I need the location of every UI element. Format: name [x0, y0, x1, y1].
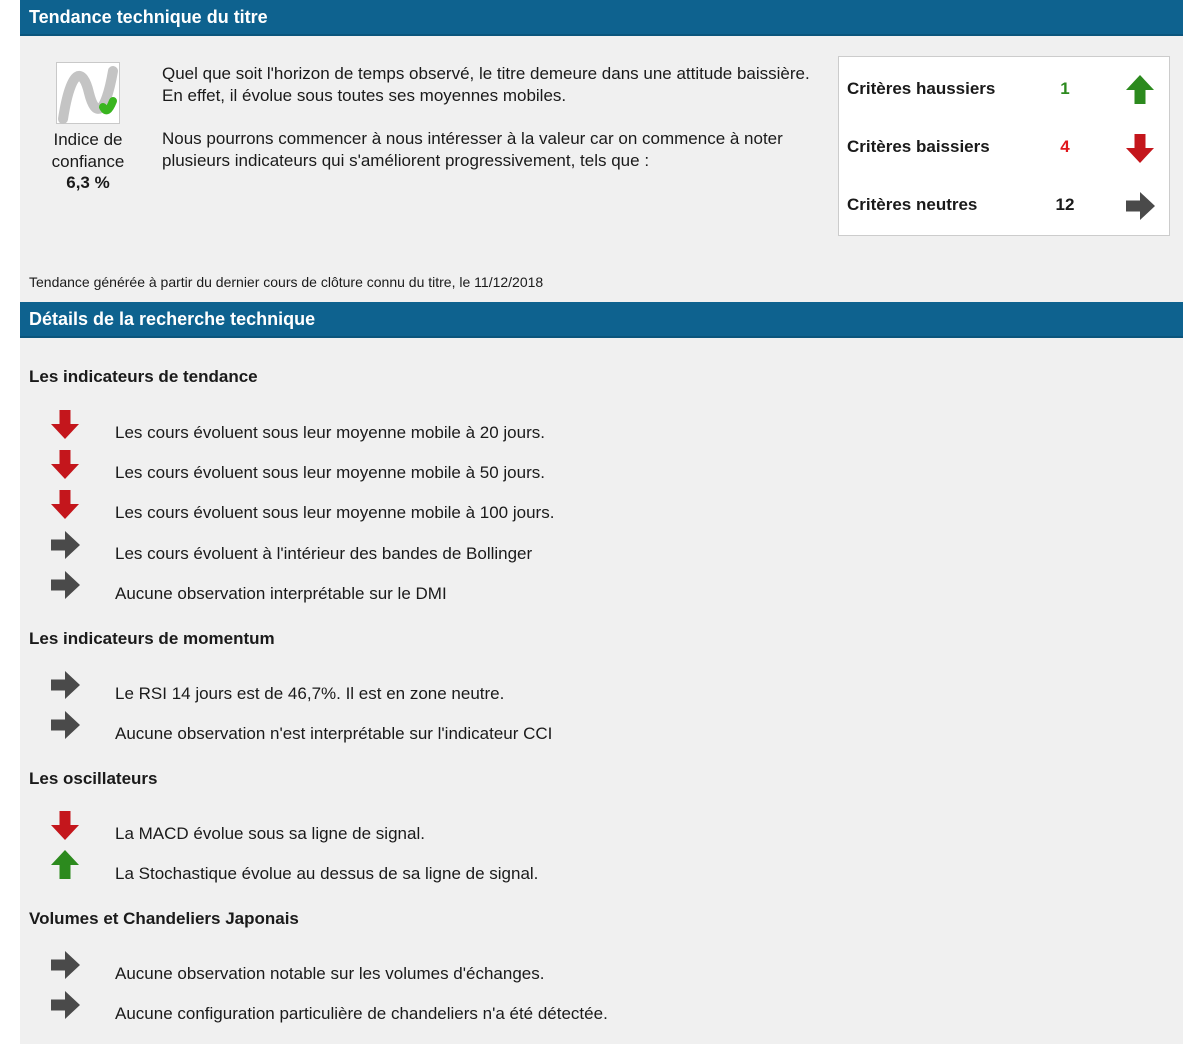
arrow-right-icon [1123, 189, 1157, 221]
indicator-text: Les cours évoluent à l'intérieur des bandes de Bollinger [115, 544, 533, 563]
indicator-row [20, 956, 1020, 996]
arrow-up-icon [1123, 73, 1157, 105]
arrow-down-icon [1123, 131, 1157, 163]
confidence-label: Indice de confiance [51, 130, 125, 171]
trend-section-title: Tendance technique du titre [29, 7, 268, 27]
group-title-momentum-indicators: Les indicateurs de momentum [29, 629, 275, 648]
trend-generation-note: Tendance générée à partir du dernier cours de clôture connu du titre, le 11/12/2018 [29, 274, 544, 290]
indicator-row [20, 676, 1020, 716]
criteria-label: Critères haussiers [847, 79, 996, 98]
arrow-down-icon [48, 808, 82, 842]
arrow-right-icon [48, 988, 82, 1022]
details-section-header [20, 302, 1183, 338]
criteria-label: Critères baissiers [847, 137, 990, 156]
criteria-count: 12 [1055, 195, 1075, 214]
arrow-down-icon [48, 487, 82, 521]
indicator-text: Les cours évoluent sous leur moyenne mobile à 100 jours. [115, 503, 555, 522]
arrow-right-icon [48, 668, 82, 702]
arrow-up-icon [48, 848, 82, 882]
trend-section-header [20, 0, 1183, 36]
criteria-row-bullish [839, 69, 1169, 109]
arrow-down-icon [48, 407, 82, 441]
criteria-row-bearish [839, 127, 1169, 167]
indicator-text: Les cours évoluent sous leur moyenne mobile à 50 jours. [115, 463, 545, 482]
indicator-text: La Stochastique évolue au dessus de sa ligne de signal. [115, 864, 539, 883]
summary-paragraph: Nous pourrons commencer à nous intéresser à la valeur car on commence à noter plusieurs indicateurs qui s'améliorent progressivement, tels que : [162, 129, 783, 170]
arrow-right-icon [48, 568, 82, 602]
indicator-row [20, 816, 1020, 856]
arrow-right-icon [48, 708, 82, 742]
criteria-row-neutral [839, 185, 1169, 225]
criteria-summary-box [838, 56, 1170, 236]
indicator-row [20, 536, 1020, 576]
indicator-row [20, 716, 1020, 756]
confidence-value: 6,3 % [66, 173, 110, 192]
criteria-count: 4 [1060, 137, 1070, 156]
technical-analysis-panel [20, 0, 1183, 1044]
indicator-text: Aucune configuration particulière de chandeliers n'a été détectée. [115, 1004, 608, 1023]
indicator-text: Les cours évoluent sous leur moyenne mobile à 20 jours. [115, 423, 545, 442]
indicator-row [20, 415, 1020, 455]
indicator-row [20, 856, 1020, 896]
criteria-count: 1 [1060, 79, 1070, 98]
arrow-right-icon [48, 528, 82, 562]
group-title-volumes-candlesticks: Volumes et Chandeliers Japonais [29, 909, 299, 928]
confidence-gauge-icon [56, 62, 120, 124]
criteria-label: Critères neutres [847, 195, 978, 214]
indicator-text: Aucune observation n'est interprétable sur l'indicateur CCI [115, 724, 553, 743]
group-title-oscillators: Les oscillateurs [29, 769, 158, 788]
indicator-text: Le RSI 14 jours est de 46,7%. Il est en zone neutre. [115, 684, 505, 703]
arrow-down-icon [48, 447, 82, 481]
indicator-row [20, 996, 1020, 1036]
indicator-row [20, 576, 1020, 616]
indicator-row [20, 495, 1020, 535]
details-section-title: Détails de la recherche technique [29, 309, 316, 329]
summary-paragraph: Quel que soit l'horizon de temps observé, le titre demeure dans une attitude baissière. En effet, il évolue sous toutes ses moyennes mobiles. [162, 64, 810, 105]
indicator-row [20, 455, 1020, 495]
arrow-right-icon [48, 948, 82, 982]
indicator-text: Aucune observation notable sur les volumes d'échanges. [115, 964, 545, 983]
trend-summary [162, 63, 822, 172]
indicator-text: Aucune observation interprétable sur le DMI [115, 584, 447, 603]
indicator-text: La MACD évolue sous sa ligne de signal. [115, 824, 425, 843]
group-title-trend-indicators: Les indicateurs de tendance [29, 367, 258, 386]
